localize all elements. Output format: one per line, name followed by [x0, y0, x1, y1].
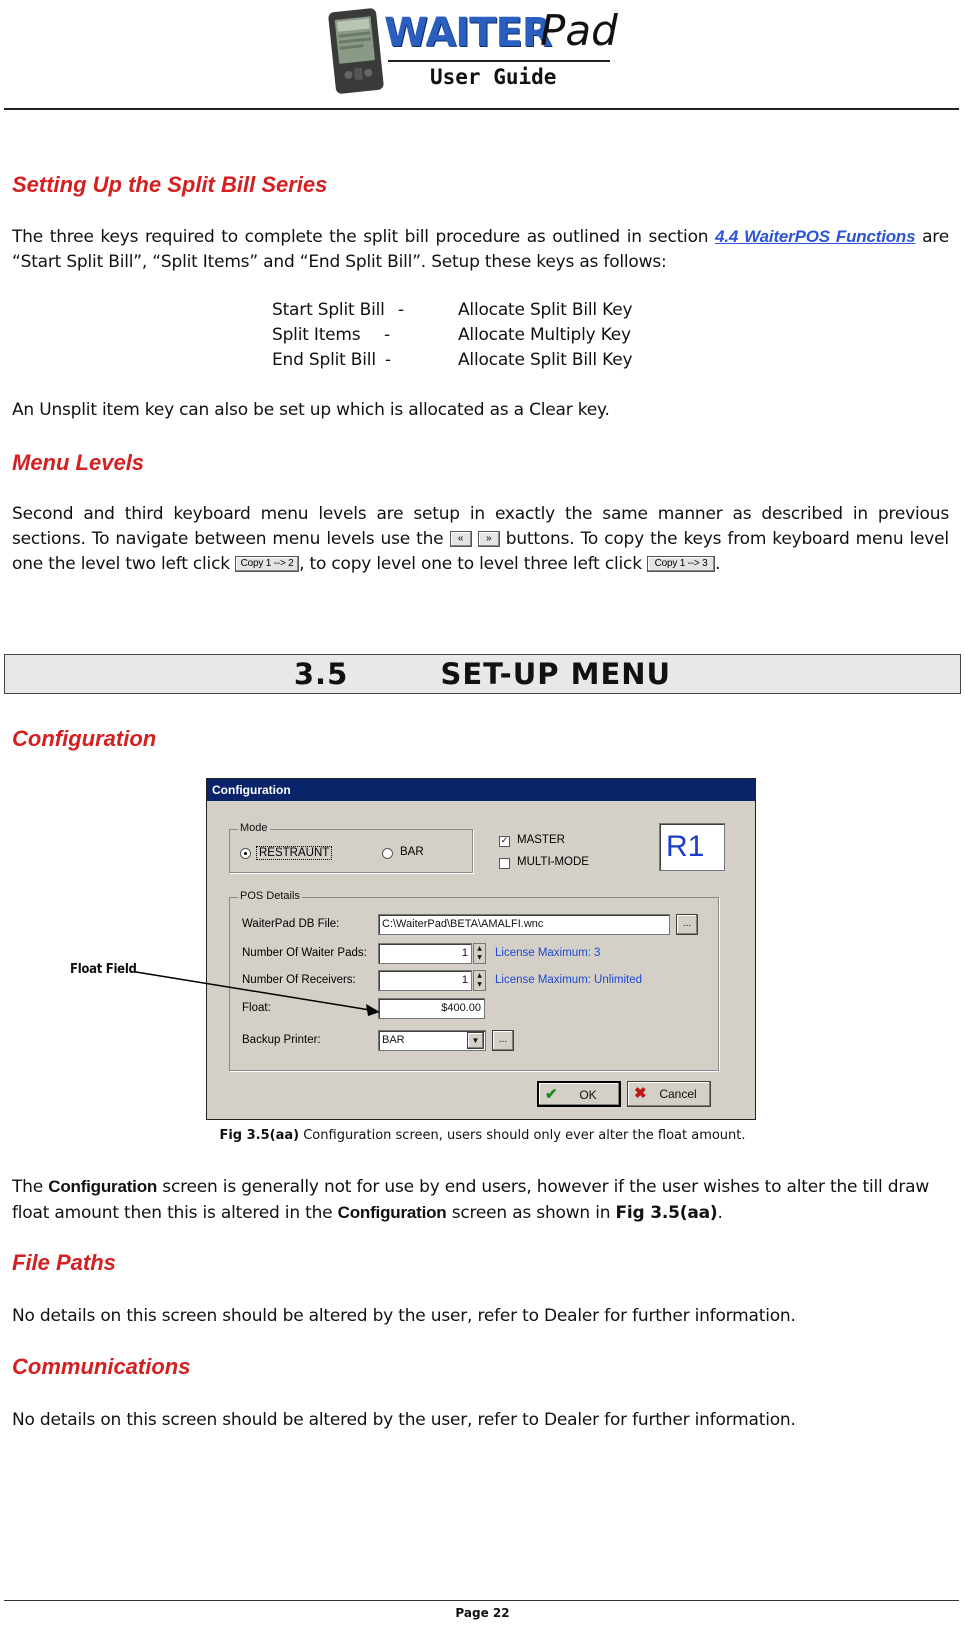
receivers-spinner[interactable]: ▲ ▼: [473, 970, 486, 991]
key-allocation: Allocate Multiply Key: [458, 325, 631, 345]
master-checkbox-label[interactable]: MASTER: [517, 834, 565, 846]
heading-menu-levels: Menu Levels: [12, 450, 145, 475]
radio-restaurant-label[interactable]: RESTRAUNT: [256, 846, 332, 860]
next-level-button[interactable]: »: [478, 531, 500, 547]
logo-subtitle: User Guide: [430, 65, 557, 89]
radio-restaurant[interactable]: [240, 848, 251, 859]
figure-caption: [0, 1128, 965, 1143]
float-field[interactable]: $400.00: [378, 998, 485, 1019]
backup-printer-label: Backup Printer:: [242, 1034, 321, 1046]
check-icon: ✔: [545, 1086, 558, 1103]
heading-split-bill: Setting Up the Split Bill Series: [12, 172, 328, 197]
section-title: SET-UP MENU: [440, 657, 672, 691]
intro-text-before: The three keys required to complete the split bill procedure as outlined in section: [12, 227, 709, 247]
section-link[interactable]: 4.4 WaiterPOS Functions: [715, 227, 916, 246]
mode-group-label: Mode: [240, 822, 268, 834]
chevron-down-icon[interactable]: ▼: [467, 1032, 484, 1049]
key-allocation: Allocate Split Bill Key: [458, 300, 633, 320]
copy-1-3-button[interactable]: Copy 1 --> 3: [647, 556, 715, 572]
waiterpad-logo: [322, 4, 642, 96]
key-row: [272, 348, 732, 373]
key-name: End Split Bill: [272, 350, 376, 370]
key-separator: -: [398, 300, 404, 320]
cancel-label: Cancel: [659, 1087, 697, 1101]
dialog-titlebar: Configuration: [207, 779, 755, 801]
split-key-list: [272, 298, 732, 373]
close-icon: ✖: [634, 1085, 647, 1102]
ok-button[interactable]: [537, 1081, 621, 1107]
radio-bar-label[interactable]: BAR: [400, 846, 424, 858]
float-field-callout: Float Field: [70, 962, 137, 977]
split-bill-intro: [12, 224, 949, 275]
waiter-pads-label: Number Of Waiter Pads:: [242, 947, 367, 959]
db-file-label: WaiterPad DB File:: [242, 918, 340, 930]
key-separator: -: [385, 350, 391, 370]
menu-levels-text-2: buttons. To copy the keys from keyboard menu level one the level two left click: [12, 529, 949, 574]
copy-1-2-button[interactable]: Copy 1 --> 2: [235, 556, 299, 572]
logo-underline: [388, 60, 610, 62]
communications-text: No details on this screen should be altered by the user, refer to Dealer for further information.: [12, 1410, 796, 1430]
radio-bar[interactable]: [382, 848, 393, 859]
prev-level-button[interactable]: «: [450, 531, 472, 547]
menu-levels-text-1: Second and third keyboard menu levels are setup in exactly the same manner as described in previous sections. To navigate between menu levels use the: [12, 504, 949, 549]
heading-configuration: Configuration: [12, 726, 157, 751]
multimode-checkbox-label[interactable]: MULTI-MODE: [517, 856, 589, 868]
footer-rule: [4, 1600, 959, 1601]
key-row: [272, 323, 732, 348]
float-label: Float:: [242, 1002, 271, 1014]
db-file-field[interactable]: C:\WaiterPad\BETA\AMALFI.wnc: [378, 914, 670, 935]
caption-text: Configuration screen, users should only ever alter the float amount.: [303, 1128, 746, 1143]
key-allocation: Allocate Split Bill Key: [458, 350, 633, 370]
key-row: [272, 298, 732, 323]
heading-communications: Communications: [12, 1354, 191, 1379]
callout-arrow: [130, 960, 390, 1020]
heading-file-paths: File Paths: [12, 1250, 116, 1275]
cancel-button[interactable]: [627, 1081, 711, 1107]
receivers-label: Number Of Receivers:: [242, 974, 356, 986]
waiter-pads-license: License Maximum: 3: [495, 947, 601, 959]
printer-browse-button[interactable]: ...: [492, 1030, 514, 1051]
master-checkbox[interactable]: ✓: [500, 836, 509, 846]
logo-word-pad: Pad: [540, 6, 618, 55]
intro-text-after: are “Start Split Bill”, “Split Items” and “End Split Bill”. Setup these keys as follows:: [12, 227, 949, 272]
logo-word-waiter: WAITER: [384, 10, 552, 56]
caption-fig-label: Fig 3.5(aa): [219, 1128, 300, 1143]
menu-levels-text-3: , to copy level one to level three left click: [299, 554, 642, 574]
key-name: Start Split Bill: [272, 300, 385, 320]
section-heading-box: [4, 654, 961, 694]
backup-printer-select[interactable]: BAR: [378, 1030, 486, 1051]
key-name: Split Items: [272, 325, 361, 345]
waiter-pads-spinner[interactable]: ▲ ▼: [473, 943, 486, 964]
header-rule: [4, 108, 959, 110]
ok-label: OK: [579, 1088, 597, 1102]
menu-levels-text: [12, 502, 949, 577]
receivers-license: License Maximum: Unlimited: [495, 974, 642, 986]
menu-levels-text-4: .: [715, 554, 721, 574]
section-number: 3.5: [293, 657, 349, 691]
file-paths-text: No details on this screen should be altered by the user, refer to Dealer for further information.: [12, 1306, 796, 1326]
pos-details-label: POS Details: [240, 890, 300, 902]
configuration-body: The Configuration screen is generally not for use by end users, however if the user wishes to alter the till draw float amount then this is altered in the Configuration screen as shown in Fig 3.5(aa).: [12, 1177, 930, 1223]
key-separator: -: [384, 325, 390, 345]
waiter-pads-field[interactable]: 1: [378, 943, 472, 964]
terminal-id-display: R1: [659, 823, 725, 871]
multimode-checkbox[interactable]: [499, 858, 510, 869]
receivers-field[interactable]: 1: [378, 970, 472, 991]
unsplit-text: An Unsplit item key can also be set up which is allocated as a Clear key.: [12, 400, 610, 420]
page-number: Page 22: [455, 1606, 510, 1620]
mode-group: [229, 822, 473, 873]
configuration-dialog: [206, 778, 756, 1120]
db-file-browse-button[interactable]: ...: [676, 914, 698, 935]
